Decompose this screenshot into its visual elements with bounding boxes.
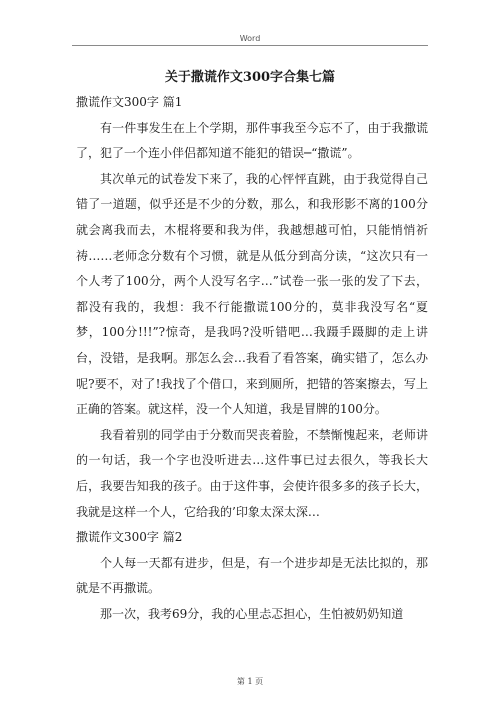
section-heading: 撒谎作文300字 篇2 xyxy=(76,530,183,545)
paragraph: 有一件事发生在上个学期，那件事我至今忘不了，由于我撒谎了，犯了一个连小伴侣都知道不能犯的错误─“撒谎”。 xyxy=(76,120,428,161)
header-rule xyxy=(72,45,428,46)
page-number: 第 1 页 xyxy=(236,677,264,686)
document-body xyxy=(76,90,428,627)
paragraph: 我看着别的同学由于分数而哭丧着脸，不禁惭愧起来，老师讲的一句话，我一个字也没听进去…这件事已过去很久，等我长大后，我要告知我的孩子。由于这件事，会使许很多多的孩子长大，我就是这样一个人，它给我的’印象太深太深… xyxy=(76,427,428,519)
paragraph: 个人每一天都有进步，但是，有一个进步却是无法比拟的，那就是不再撒谎。 xyxy=(76,555,428,596)
document-title: 关于撒谎作文300字合集七篇 xyxy=(164,70,336,85)
section-heading: 撒谎作文300字 篇1 xyxy=(76,95,183,109)
paragraph: 其次单元的试卷发下来了，我的心怦怦直跳，由于我觉得自己错了一道题，似乎还是不少的分数，那么，和我形影不离的100分就会离我而去，木棍将要和我为伴，我越想越可怕，只能悄悄祈祷……老师念分数有个习惯，就是从低分到高分读，“这次只有一个人考了100分，两个人没写名字…”试卷一张一张的发了下去，都没有我的，我想：我不行能撒谎100分的，莫非我没写名“夏梦，100分!!!”?惊奇，是我吗?没听错吧…我蹑手蹑脚的走上讲台，没错，是我啊。那怎么会…我看了看答案，确实错了，怎么办呢?要不，对了!我找了个借口，来到厕所，把错的答案擦去，写上正确的答案。就这样，没一个人知道，我是冒牌的100分。 xyxy=(76,171,428,417)
header-label: Word xyxy=(239,34,261,43)
paragraph: 那一次，我考69分，我的心里忐忑担心，生怕被奶奶知道 xyxy=(100,606,404,621)
